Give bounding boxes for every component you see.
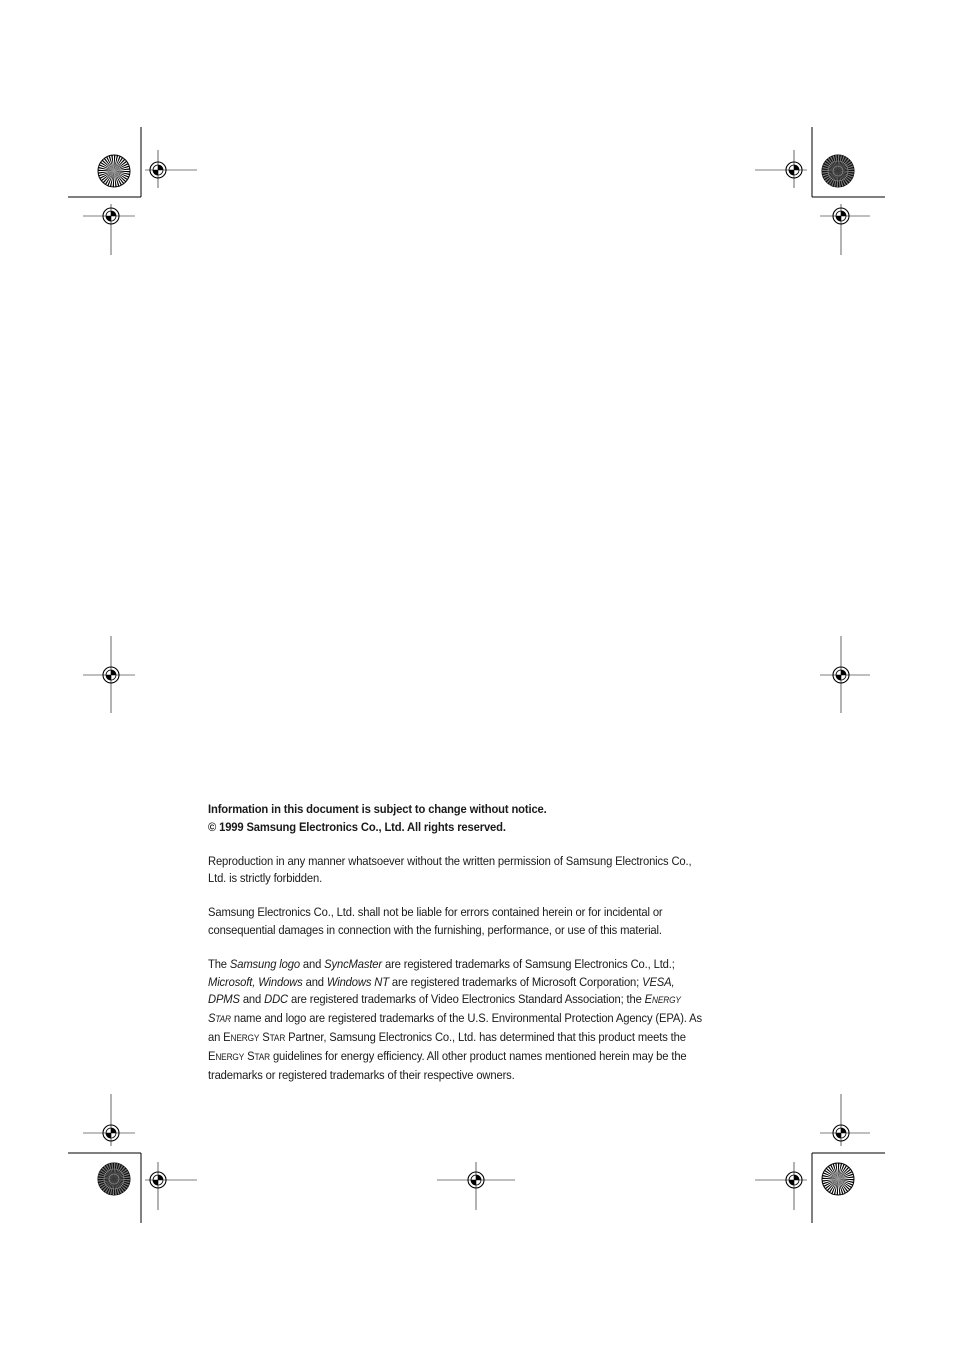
trademark-name: VESA, DPMS <box>208 974 675 1007</box>
energy-star-smallcaps: NERGY <box>215 1051 245 1062</box>
trademark-name: Windows NT <box>326 974 389 989</box>
energy-star-letter: E <box>644 992 653 1007</box>
energy-star-letter: E <box>208 1048 216 1063</box>
energy-star-letter: E <box>223 1029 231 1044</box>
trademark-name: Samsung logo <box>229 956 300 971</box>
trademark-name: Microsoft, Windows <box>208 974 303 989</box>
energy-star-name <box>223 1030 285 1044</box>
trademark-text: guidelines for energy efficiency. All other product names mentioned herein may be the trademarks or registered trademarks of their respective owners. <box>208 1048 687 1082</box>
energy-star-letter: S <box>247 1048 255 1063</box>
star-target-icon <box>98 155 130 187</box>
trademark-text: are registered trademarks of Video Electronics Standard Association; the <box>287 992 645 1007</box>
energy-star-smallcaps: NERGY <box>230 1032 260 1043</box>
trademark-text: Partner, Samsung Electronics Co., Ltd. has determined that this product meets the <box>285 1029 686 1044</box>
star-target-icon <box>822 1163 854 1195</box>
trademark-text: and <box>299 956 325 971</box>
trademark-name: SyncMaster <box>324 956 382 971</box>
energy-star-smallcaps: TAR <box>269 1032 286 1043</box>
trademark-name: DDC <box>264 992 288 1007</box>
trademark-text: are registered trademarks of Samsung Electronics Co., Ltd.; <box>381 956 675 971</box>
energy-star-name <box>208 1049 270 1063</box>
energy-star-letter: S <box>208 1011 216 1026</box>
change-notice: Information in this document is subject to change without notice. <box>208 802 547 816</box>
liability-notice: Samsung Electronics Co., Ltd. shall not be liable for errors contained herein or for incidental or consequential damages in connection with the furnishing, performance, or use of this material. <box>208 905 663 937</box>
trademark-notice <box>208 956 705 1085</box>
trademark-text: and <box>239 992 265 1007</box>
legal-notice <box>208 801 705 1084</box>
energy-star-smallcaps: TAR <box>254 1051 270 1062</box>
energy-star-smallcaps: NERGY <box>652 995 681 1006</box>
star-target-icon <box>822 155 854 187</box>
star-target-icon <box>98 1163 130 1195</box>
energy-star-smallcaps: TAR <box>215 1014 231 1025</box>
trademark-text: name and logo are registered trademarks of the U.S. Environmental Protection Agency (EPA). As an <box>208 1011 702 1044</box>
trademark-text: The <box>208 956 230 971</box>
copyright-notice: © 1999 Samsung Electronics Co., Ltd. All rights reserved. <box>208 819 506 834</box>
energy-star-letter: S <box>262 1029 270 1044</box>
trademark-text: are registered trademarks of Microsoft Corporation; <box>388 974 643 989</box>
trademark-text: and <box>302 974 327 989</box>
reproduction-notice: Reproduction in any manner whatsoever without the written permission of Samsung Electronics Co., Ltd. is strictly forbidden. <box>208 853 692 886</box>
